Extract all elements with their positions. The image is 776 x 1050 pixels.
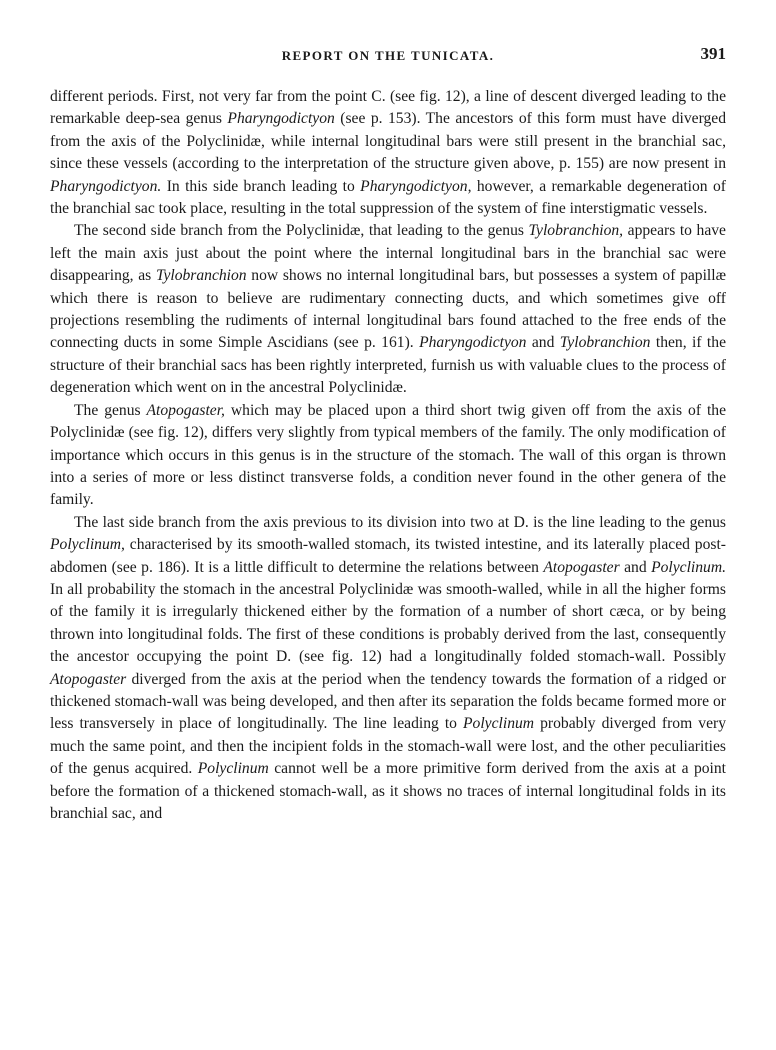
text-run: In all probability the stomach in the ancestral Polyclinidæ was smooth-walled, while in all the higher forms of the family it is irregularly thickened either by the formation of a number of short cæca, or by being thrown into longitudinal folds. The first of these conditions is probably derived from the last, consequently the ancestor occupying the point D. (see fig. 12) had a longitudinally folded stomach-wall. Possibly (50, 580, 726, 666)
italic-term: Tylobranchion (559, 334, 651, 352)
page-number: 391 (700, 44, 726, 63)
text-run: characterised by its smooth-walled stomach, its twisted intestine, and its laterally placed post-abdomen (see p. 186). It is a little difficult to determine the relations between (50, 536, 726, 576)
italic-term: Pharyngodictyon. (50, 177, 162, 195)
page (50, 44, 726, 825)
italic-term: Polyclinum (463, 715, 535, 733)
italic-term: Pharyngodictyon, (360, 177, 472, 195)
paragraph-3 (50, 400, 726, 512)
paragraph-1 (50, 86, 726, 220)
text-run: which may be placed upon a third short twig given off from the axis of the Polyclinidæ (see fig. 12), differs very slightly from typical members of the family. The only modification of importance which occurs in this genus is in the structure of the stomach. The wall of this organ is thrown into a series of more or less distinct transverse folds, a condition never found in the other genera of the family. (50, 401, 727, 509)
text-run: now shows no internal longitudinal bars, but possesses a system of papillæ which there is reason to believe are rudimentary connecting ducts, and which sometimes give off projections resembling the rudiments of internal longitudinal bars found attached to the free ends of the connecting ducts in some Simple Ascidians (see p. 161). (50, 267, 727, 352)
italic-term: Pharyngodictyon (419, 334, 527, 352)
text-run: probably diverged from very much the same point, and then the incipient folds in the stomach-wall were lost, and the other peculiarities of the genus acquired. (50, 715, 726, 778)
text-run: In this side branch leading to (161, 177, 361, 195)
text-run: The last side branch from the axis previous to its division into two at D. is the line leading to the genus (74, 513, 726, 531)
text-run: then, if the structure of their branchial sacs has been rightly interpreted, furnish us with valuable clues to the process of degeneration which went on in the ancestral Polyclinidæ. (50, 334, 726, 397)
text-run: (see p. 153). The ancestors of this form must have diverged from the axis of the Polyclinidæ, while internal longitudinal bars were still present in the branchial sac, since these vessels (according to the interpretation of the structure given above, p. 155) are now present in (50, 110, 726, 173)
italic-term: Polyclinum, (50, 536, 125, 554)
text-run: The genus (74, 401, 147, 419)
italic-term: Pharyngodictyon (227, 110, 335, 128)
text-run: and (526, 334, 560, 352)
text-run: and (619, 558, 652, 576)
italic-term: Tylobranchion (155, 267, 247, 285)
text-run: however, a remarkable degeneration of the branchial sac took place, resulting in the total suppression of the system of fine interstigmatic vessels. (50, 177, 726, 218)
text-run: appears to have left the main axis just about the point where the internal longitudinal bars in the branchial sac were disappearing, as (50, 222, 726, 285)
paragraph-2 (50, 220, 726, 399)
italic-term: Atopogaster (543, 558, 620, 576)
italic-term: Atopogaster (50, 670, 127, 688)
italic-term: Atopogaster, (146, 401, 225, 419)
body-text (50, 86, 726, 825)
italic-term: Tylobranchion, (528, 222, 624, 240)
paragraph-4 (50, 512, 726, 826)
italic-term: Polyclinum (197, 760, 269, 778)
text-run: cannot well be a more primitive form derived from the axis at a point before the formation of a thickened stomach-wall, as it shows no traces of internal longitudinal folds in its branchial sac, and (50, 760, 727, 822)
page-header (50, 44, 726, 70)
text-run: different periods. First, not very far from the point C. (see fig. 12), a line of descent diverged leading to the remarkable deep-sea genus (50, 88, 726, 128)
text-run: diverged from the axis at the period when the tendency towards the formation of a ridged or thickened stomach-wall was being developed, and then after its separation the folds became formed more or less transversely in place of longitudinally. The line leading to (50, 670, 726, 733)
italic-term: Polyclinum. (651, 558, 726, 576)
running-head: REPORT ON THE TUNICATA. (281, 48, 495, 63)
text-run: The second side branch from the Polyclinidæ, that leading to the genus (74, 222, 529, 240)
